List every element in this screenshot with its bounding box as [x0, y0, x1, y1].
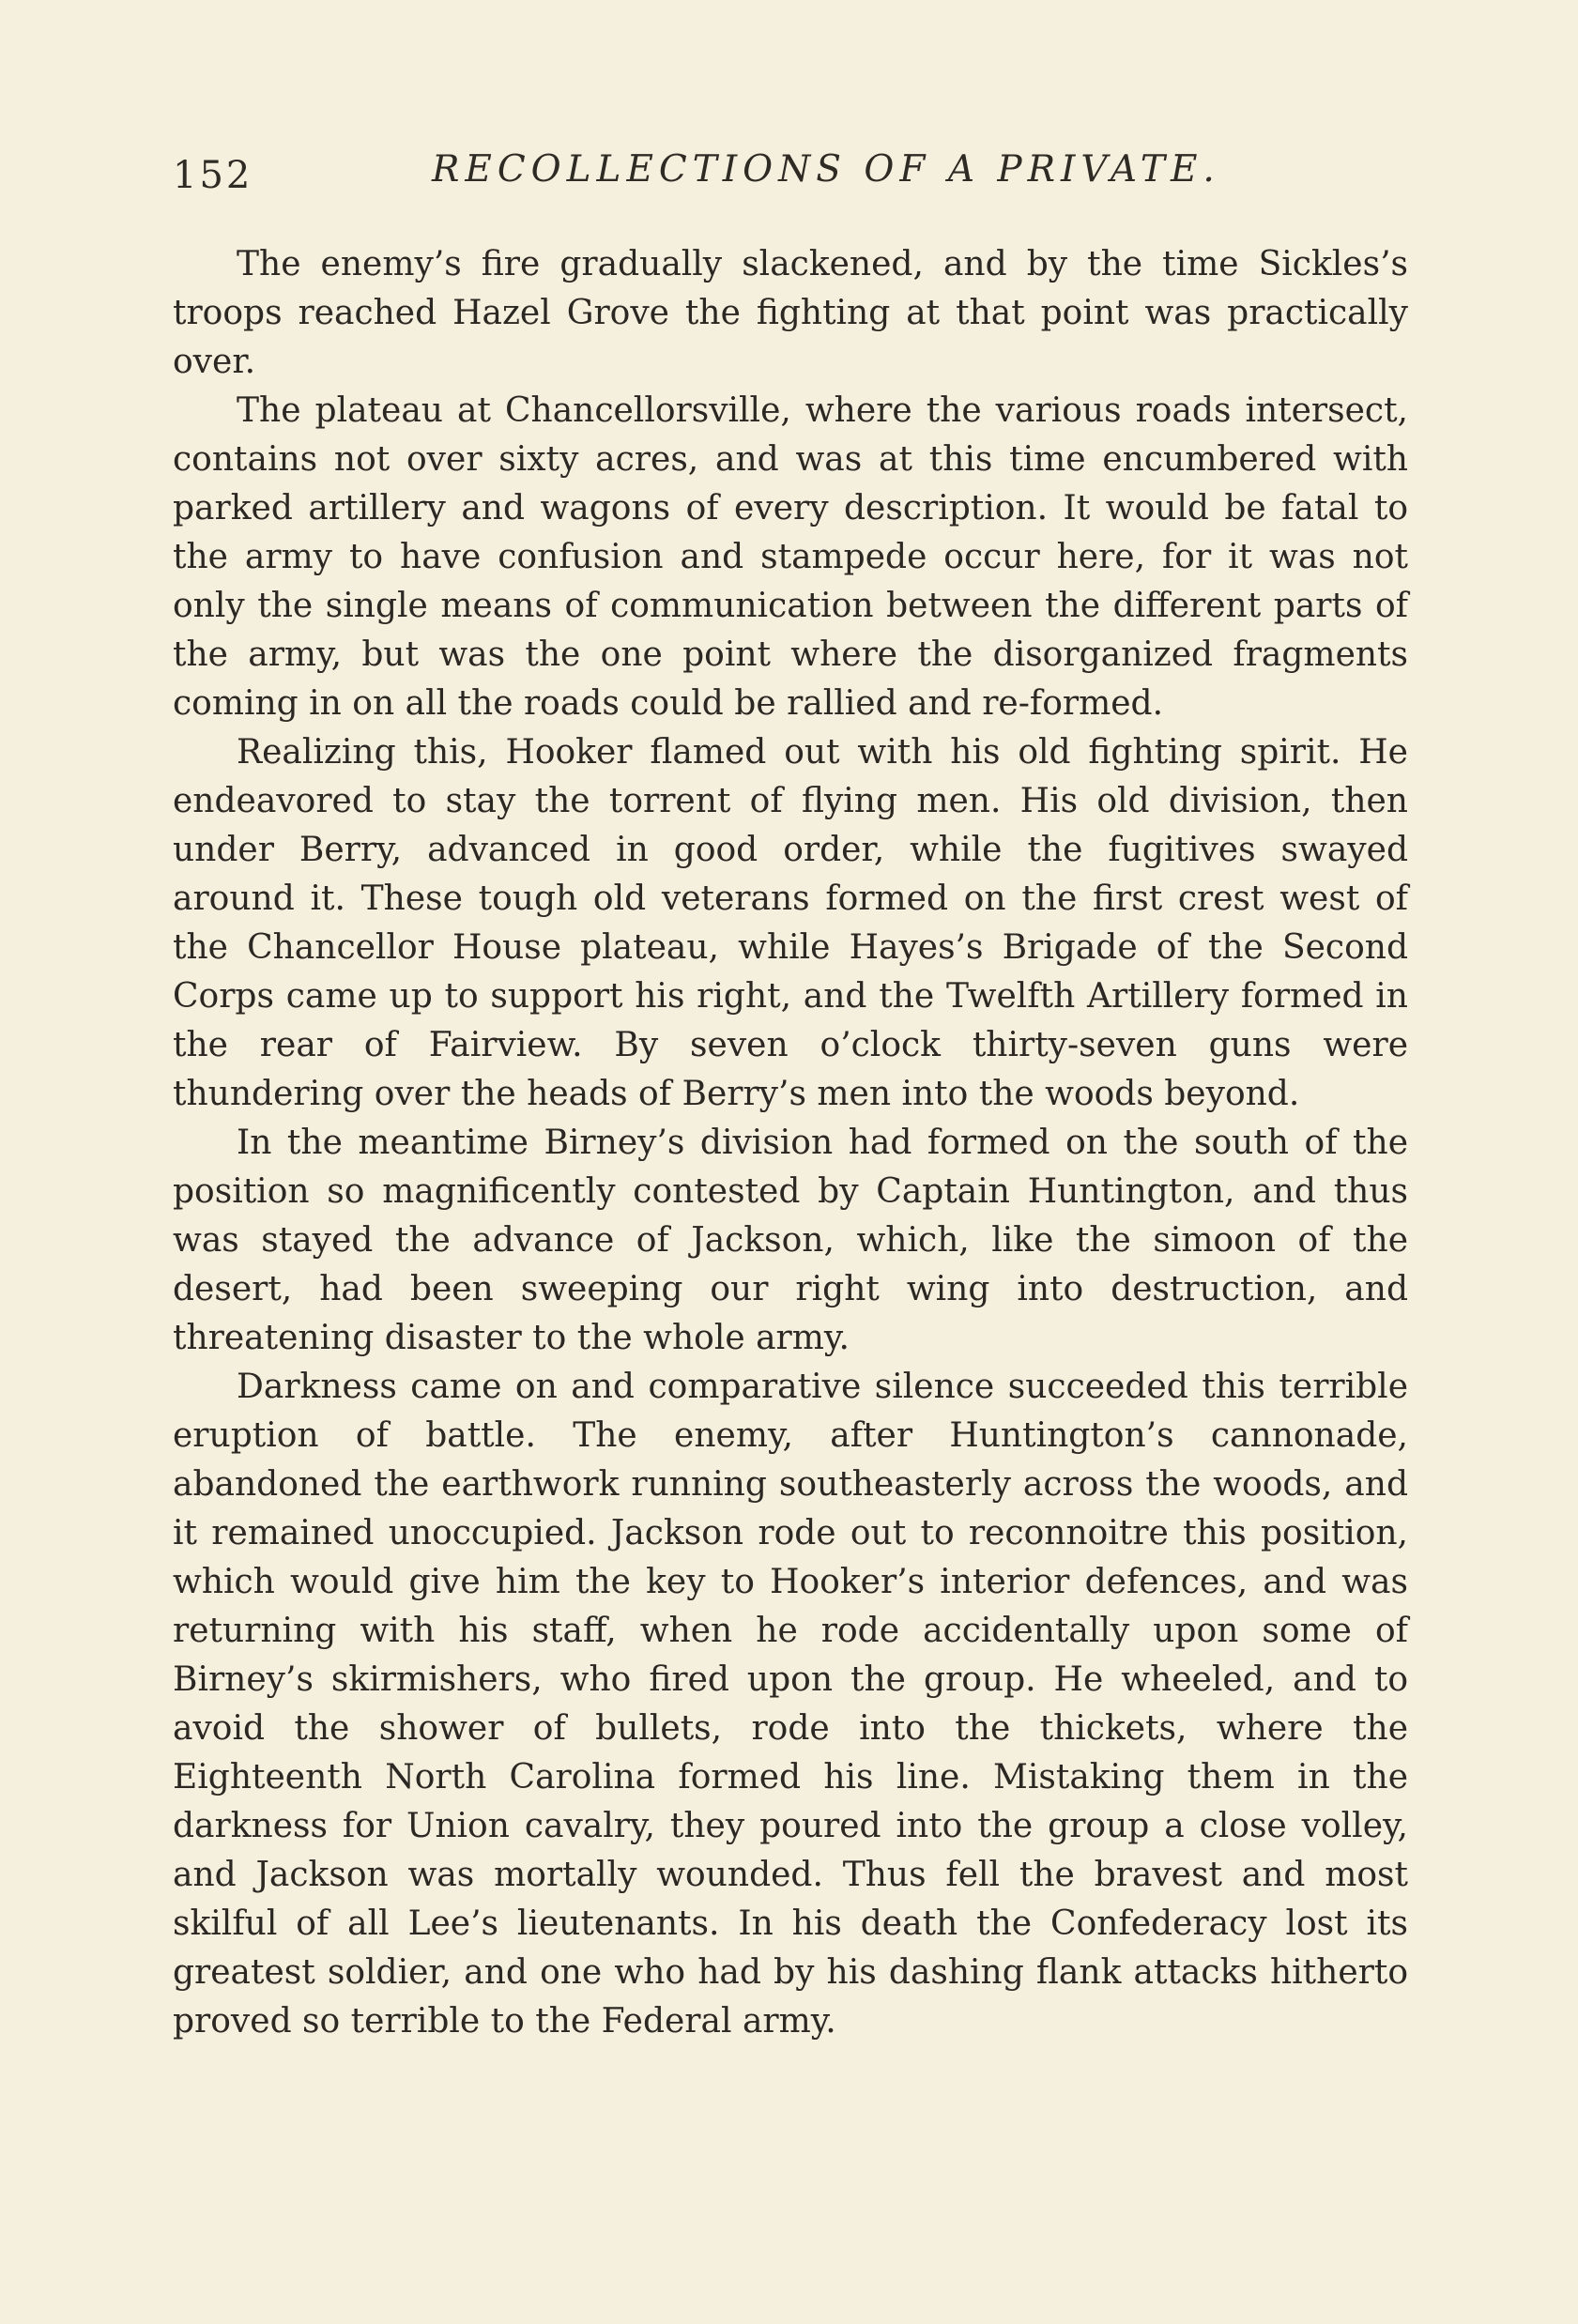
paragraph: The plateau at Chancellorsville, where the various roads intersect, contains not over sixty acres, and was at this time encumbered with parked artillery and wagons of every description. It would be fatal to the army to have confusion and stampede occur here, for it was not only the single means of communication between the different parts of the army, but was the one point where the disorganized fragments coming in on all the roads could be rallied and re-formed.: [173, 391, 1408, 723]
book-title: RECOLLECTIONS OF A PRIVATE.: [432, 148, 1220, 191]
paragraph: The enemy’s fire gradually slackened, and by the time Sickles’s troops reached Hazel Grove the fighting at that point was practically over.: [173, 245, 1408, 381]
paragraph: Darkness came on and comparative silence succeeded this terrible eruption of battle. The enemy, after Huntington’s cannonade, abandoned the earthwork running southeasterly across the woods, and it remained unoccupied. Jackson rode out to reconnoitre this position, which would give him the key to Hooker’s interior defences, and was returning with his staff, when he rode accidentally upon some of Birney’s skirmishers, who fired upon the group. He wheeled, and to avoid the shower of bullets, rode into the thickets, where the Eighteenth North Carolina formed his line. Mistaking them in the darkness for Union cavalry, they poured into the group a close volley, and Jackson was mortally wounded. Thus fell the bravest and most skilful of all Lee’s lieutenants. In his death the Confederacy lost its greatest soldier, and one who had by his dashing flank attacks hitherto proved so terrible to the Federal army.: [173, 1368, 1408, 2041]
page-number: 152: [173, 154, 253, 197]
running-head: [173, 148, 1408, 205]
paragraph: Realizing this, Hooker flamed out with his old fighting spirit. He endeavored to stay the torrent of flying men. His old division, then under Berry, advanced in good order, while the fugitives swayed around it. These tough old veterans formed on the first crest west of the Chancellor House plateau, while Hayes’s Brigade of the Second Corps came up to support his right, and the Twelfth Artillery formed in the rear of Fairview. By seven o’clock thirty-seven guns were thundering over the heads of Berry’s men into the woods beyond.: [173, 733, 1408, 1113]
paragraph: In the meantime Birney’s division had formed on the south of the position so magnificently contested by Captain Huntington, and thus was stayed the advance of Jackson, which, like the simoon of the desert, had been sweeping our right wing into destruction, and threatening disaster to the whole army.: [173, 1124, 1408, 1357]
body-text: [173, 240, 1408, 2046]
